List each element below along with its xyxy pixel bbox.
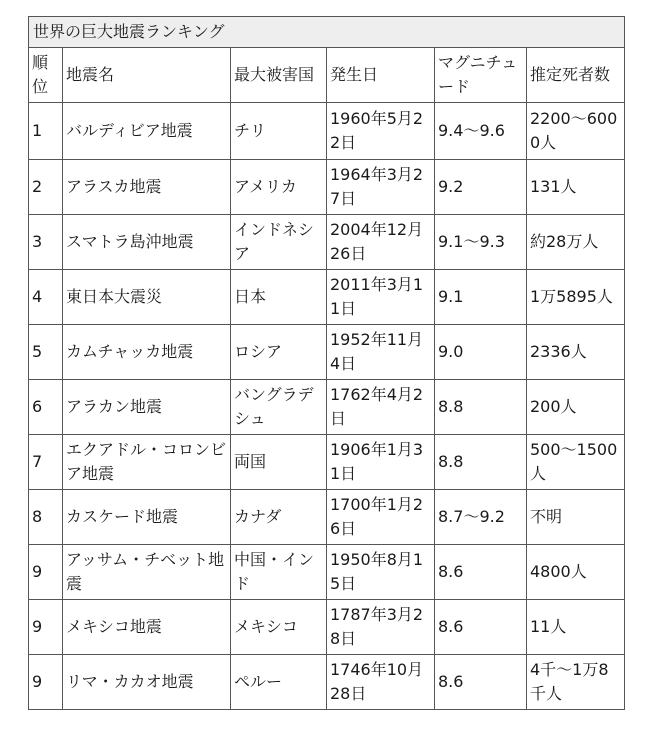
header-row — [29, 48, 625, 103]
header-name: 地震名 — [63, 48, 231, 103]
table-row — [29, 655, 625, 710]
date-cell: 2011年3月11日 — [327, 270, 435, 325]
country-cell: 日本 — [231, 270, 327, 325]
rank-cell: 8 — [29, 490, 63, 545]
table-caption: 世界の巨大地震ランキング — [29, 17, 625, 48]
header-date: 発生日 — [327, 48, 435, 103]
magnitude-cell: 8.6 — [435, 545, 527, 600]
country-cell: ロシア — [231, 325, 327, 380]
date-cell: 1906年1月31日 — [327, 435, 435, 490]
table-row — [29, 325, 625, 380]
country-cell: メキシコ — [231, 600, 327, 655]
country-cell: カナダ — [231, 490, 327, 545]
rank-cell: 9 — [29, 545, 63, 600]
date-cell: 1746年10月28日 — [327, 655, 435, 710]
magnitude-cell: 8.8 — [435, 435, 527, 490]
name-cell: アラカン地震 — [63, 380, 231, 435]
rank-cell: 1 — [29, 103, 63, 160]
rank-cell: 7 — [29, 435, 63, 490]
name-cell: カムチャッカ地震 — [63, 325, 231, 380]
country-cell: 中国・インド — [231, 545, 327, 600]
country-cell: バングラデシュ — [231, 380, 327, 435]
table-row — [29, 103, 625, 160]
date-cell: 1762年4月2日 — [327, 380, 435, 435]
table-row — [29, 270, 625, 325]
table-row — [29, 160, 625, 215]
magnitude-cell: 8.6 — [435, 655, 527, 710]
earthquake-ranking-table — [28, 16, 625, 710]
earthquake-ranking-table-container — [28, 16, 624, 710]
date-cell: 1700年1月26日 — [327, 490, 435, 545]
magnitude-cell: 9.2 — [435, 160, 527, 215]
rank-cell: 2 — [29, 160, 63, 215]
name-cell: カスケード地震 — [63, 490, 231, 545]
header-country: 最大被害国 — [231, 48, 327, 103]
name-cell: アッサム・チベット地震 — [63, 545, 231, 600]
header-deaths: 推定死者数 — [527, 48, 625, 103]
name-cell: リマ・カカオ地震 — [63, 655, 231, 710]
name-cell: アラスカ地震 — [63, 160, 231, 215]
rank-cell: 6 — [29, 380, 63, 435]
table-row — [29, 435, 625, 490]
date-cell: 2004年12月26日 — [327, 215, 435, 270]
date-cell: 1950年8月15日 — [327, 545, 435, 600]
deaths-cell: 11人 — [527, 600, 625, 655]
header-rank: 順位 — [29, 48, 63, 103]
name-cell: 東日本大震災 — [63, 270, 231, 325]
deaths-cell: 2200〜6000人 — [527, 103, 625, 160]
table-row — [29, 600, 625, 655]
table-row — [29, 380, 625, 435]
name-cell: エクアドル・コロンビア地震 — [63, 435, 231, 490]
deaths-cell: 約28万人 — [527, 215, 625, 270]
rank-cell: 4 — [29, 270, 63, 325]
deaths-cell: 500〜1500人 — [527, 435, 625, 490]
deaths-cell: 不明 — [527, 490, 625, 545]
country-cell: アメリカ — [231, 160, 327, 215]
magnitude-cell: 9.1〜9.3 — [435, 215, 527, 270]
name-cell: スマトラ島沖地震 — [63, 215, 231, 270]
table-row — [29, 545, 625, 600]
country-cell: チリ — [231, 103, 327, 160]
date-cell: 1964年3月27日 — [327, 160, 435, 215]
magnitude-cell: 9.1 — [435, 270, 527, 325]
magnitude-cell: 9.4〜9.6 — [435, 103, 527, 160]
rank-cell: 9 — [29, 655, 63, 710]
country-cell: 両国 — [231, 435, 327, 490]
magnitude-cell: 9.0 — [435, 325, 527, 380]
name-cell: メキシコ地震 — [63, 600, 231, 655]
table-row — [29, 490, 625, 545]
rank-cell: 3 — [29, 215, 63, 270]
deaths-cell: 1万5895人 — [527, 270, 625, 325]
table-row — [29, 215, 625, 270]
rank-cell: 5 — [29, 325, 63, 380]
deaths-cell: 4千〜1万8千人 — [527, 655, 625, 710]
deaths-cell: 200人 — [527, 380, 625, 435]
name-cell: バルディビア地震 — [63, 103, 231, 160]
magnitude-cell: 8.8 — [435, 380, 527, 435]
deaths-cell: 2336人 — [527, 325, 625, 380]
magnitude-cell: 8.7〜9.2 — [435, 490, 527, 545]
date-cell: 1787年3月28日 — [327, 600, 435, 655]
magnitude-cell: 8.6 — [435, 600, 527, 655]
rank-cell: 9 — [29, 600, 63, 655]
deaths-cell: 4800人 — [527, 545, 625, 600]
deaths-cell: 131人 — [527, 160, 625, 215]
date-cell: 1960年5月22日 — [327, 103, 435, 160]
date-cell: 1952年11月4日 — [327, 325, 435, 380]
country-cell: ペルー — [231, 655, 327, 710]
header-magnitude: マグニチュード — [435, 48, 527, 103]
country-cell: インドネシア — [231, 215, 327, 270]
